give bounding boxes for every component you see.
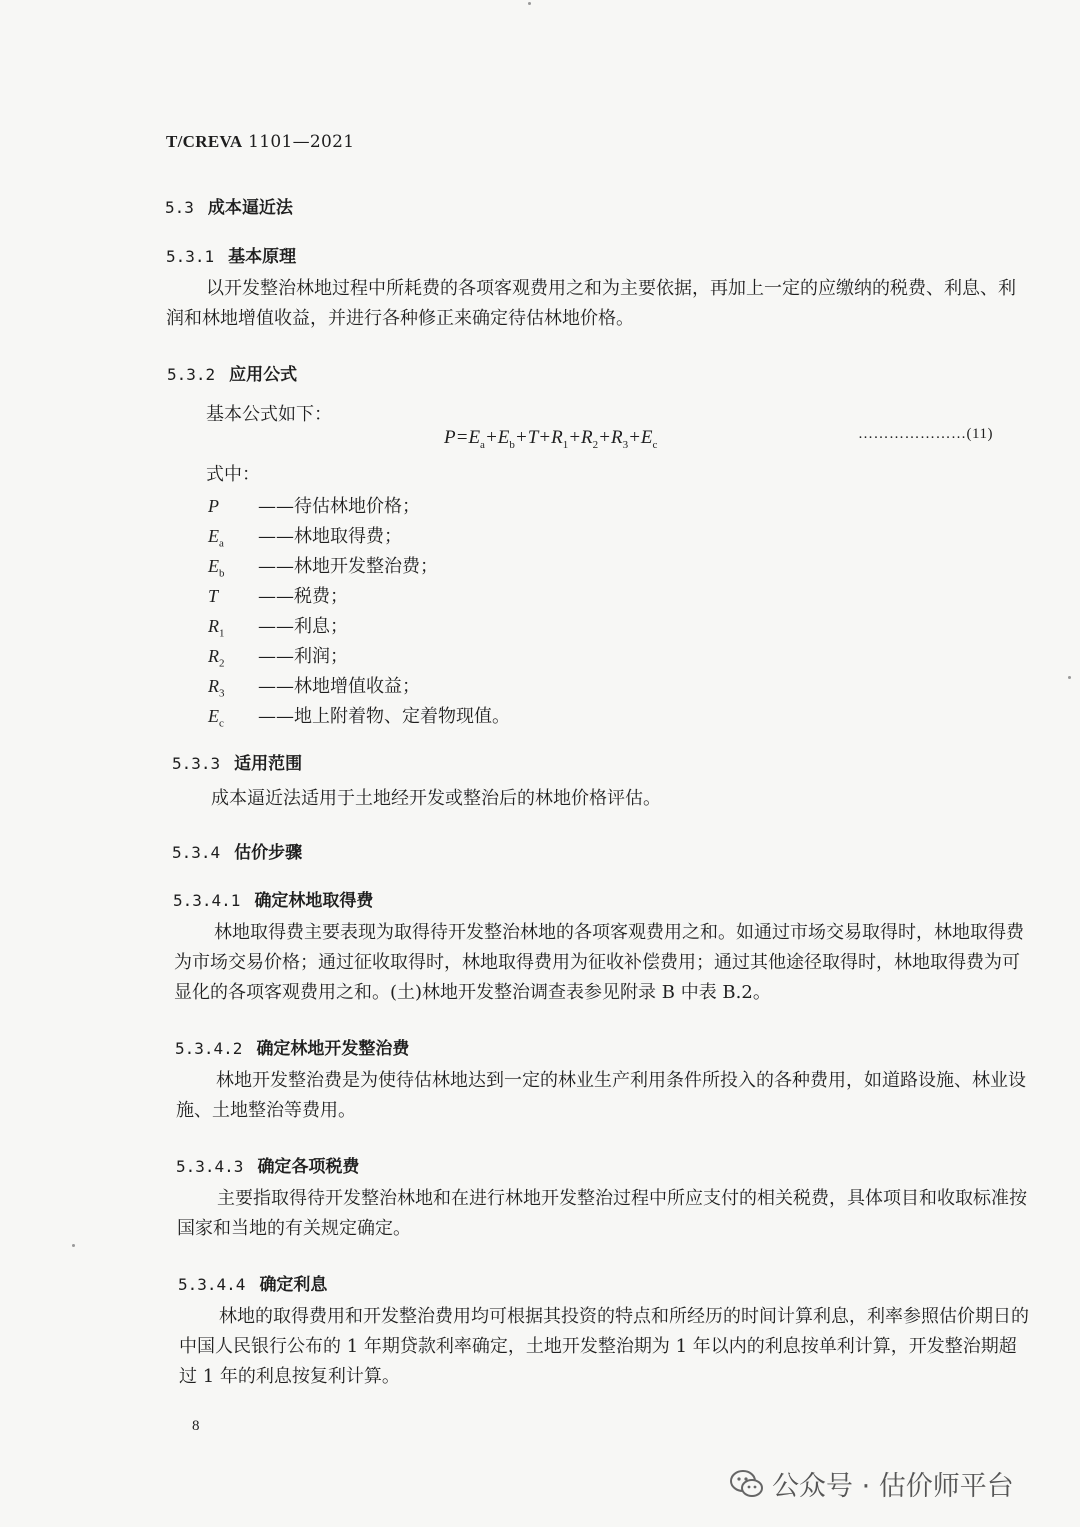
scan-speck [72, 1244, 75, 1247]
var-desc: ——林地开发整治费； [258, 556, 438, 577]
var-symbol: T [208, 586, 219, 606]
heading-5-3-4-2 [175, 1034, 409, 1059]
paragraph-5-3-4-3: 主要指取得待开发整治林地和在进行林地开发整治过程中所应支付的相关税费，具体项目和收取标准按国家和当地的有关规定确定。 [177, 1188, 1027, 1239]
formula-sub: 1 [562, 438, 569, 451]
heading-5-3-3 [172, 749, 302, 774]
formula-term: E [468, 427, 481, 448]
var-sub: 3 [219, 687, 225, 700]
section-title: 应用公式 [229, 365, 298, 385]
section-number: 5.3.4 [172, 843, 221, 862]
paragraph-5-3-4-1: 林地取得费主要表现为取得待开发整治林地的各项客观费用之和。如通过市场交易取得时，林地取得费为市场交易价格；通过征收取得时，林地取得费用为征收补偿费用；通过其他途径取得时，林地取得费为可显化的各项客观费用之和。(土)林地开发整治调查表参见附录 B 中表 B.2。 [174, 922, 1024, 1003]
formula-sub: b [509, 438, 515, 451]
var-symbol: R [208, 676, 219, 696]
heading-5-3-4-1 [173, 886, 373, 911]
var-desc: ——利息； [258, 616, 348, 637]
var-sub: 1 [219, 627, 225, 640]
equation-number: …………………(11) [858, 426, 993, 442]
variable-row [208, 582, 348, 610]
section-title: 确定各项税费 [257, 1157, 360, 1177]
section-title: 确定林地取得费 [254, 891, 374, 911]
formula-term: R [581, 427, 593, 448]
doc-id-number: 1101—2021 [248, 132, 355, 152]
section-title: 确定利息 [259, 1275, 328, 1295]
section-title: 基本原理 [228, 247, 297, 267]
section-number: 5.3.4.2 [175, 1039, 243, 1058]
formula-term: E [640, 427, 653, 448]
formula-sub: 3 [622, 438, 629, 451]
formula-term: R [610, 427, 623, 448]
var-desc: ——税费； [258, 586, 348, 607]
heading-5-3-4-4 [178, 1270, 327, 1295]
heading-5-3 [165, 193, 293, 218]
section-number: 5.3.4.3 [176, 1157, 244, 1176]
formula-intro: 基本公式如下： [206, 404, 332, 425]
section-number: 5.3.1 [166, 247, 215, 266]
var-symbol: R [208, 616, 219, 636]
variable-row [208, 492, 420, 520]
section-number: 5.3 [165, 198, 194, 217]
wechat-icon [730, 1469, 764, 1499]
variable-row [208, 522, 402, 550]
var-sub: b [219, 567, 225, 580]
section-title: 适用范围 [234, 754, 303, 774]
heading-5-3-1 [166, 242, 296, 267]
var-symbol: R [208, 646, 219, 666]
var-desc: ——林地增值收益； [258, 676, 420, 697]
var-symbol: E [208, 706, 219, 726]
heading-5-3-4-3 [176, 1152, 359, 1177]
page-number: 8 [192, 1418, 200, 1434]
section-title: 估价步骤 [234, 843, 303, 863]
heading-5-3-2 [167, 360, 297, 385]
section-number: 5.3.3 [172, 754, 221, 773]
var-symbol: P [208, 496, 219, 516]
paragraph-5-3-1: 以开发整治林地过程中所耗费的各项客观费用之和为主要依据，再加上一定的应缴纳的税费、利息、利润和林地增值收益，并进行各种修正来确定待估林地价格。 [166, 278, 1016, 329]
formula-sub: a [480, 438, 485, 451]
var-desc: ——林地取得费； [258, 526, 402, 547]
var-sub: 2 [219, 657, 225, 670]
section-number: 5.3.2 [167, 365, 216, 384]
formula-sub: 2 [592, 438, 599, 451]
var-desc: ——地上附着物、定着物现值。 [258, 706, 510, 727]
watermark-text: 公众号 · 估价师平台 [772, 1471, 1014, 1502]
var-symbol: E [208, 556, 219, 576]
where-label: 式中： [206, 464, 260, 485]
paragraph-5-3-4-2: 林地开发整治费是为使待估林地达到一定的林业生产利用条件所投入的各种费用，如道路设施、林业设施、土地整治等费用。 [176, 1070, 1026, 1121]
formula-lhs: P [444, 427, 456, 448]
variable-row [208, 612, 348, 640]
variable-row [208, 642, 348, 670]
paragraph-5-3-3: 成本逼近法适用于土地经开发或整治后的林地价格评估。 [211, 788, 661, 809]
formula-sub: c [652, 438, 658, 451]
formula-term: R [551, 427, 563, 448]
variable-row [208, 702, 510, 730]
doc-id-prefix: T/CREVA [166, 132, 243, 151]
document-id [166, 132, 354, 152]
section-title: 确定林地开发整治费 [256, 1039, 410, 1059]
scan-speck [1068, 676, 1071, 679]
variable-row [208, 552, 438, 580]
var-desc: ——利润； [258, 646, 348, 667]
heading-5-3-4 [172, 838, 302, 863]
section-number: 5.3.4.1 [173, 891, 241, 910]
formula-term: T [527, 427, 539, 448]
paragraph-5-3-4-4: 林地的取得费用和开发整治费用均可根据其投资的特点和所经历的时间计算利息，利率参照估价期日的中国人民银行公布的 1 年期贷款利率确定，土地开发整治期为 1 年以内的利息按单利计算，开发整治期超过 1 年的利息按复利计算。 [179, 1306, 1029, 1387]
scan-speck [528, 2, 531, 5]
var-sub: a [219, 537, 224, 550]
section-number: 5.3.4.4 [178, 1275, 246, 1294]
formula-term: E [497, 427, 510, 448]
watermark [730, 1464, 1014, 1503]
var-sub: c [219, 717, 224, 730]
var-symbol: E [208, 526, 219, 546]
variable-row [208, 672, 420, 700]
formula: $P=E_a+E_b+T+R_1+R_2+R_3+E_c$ [444, 427, 658, 451]
var-desc: ——待估林地价格； [258, 496, 420, 517]
section-title: 成本逼近法 [207, 198, 293, 218]
